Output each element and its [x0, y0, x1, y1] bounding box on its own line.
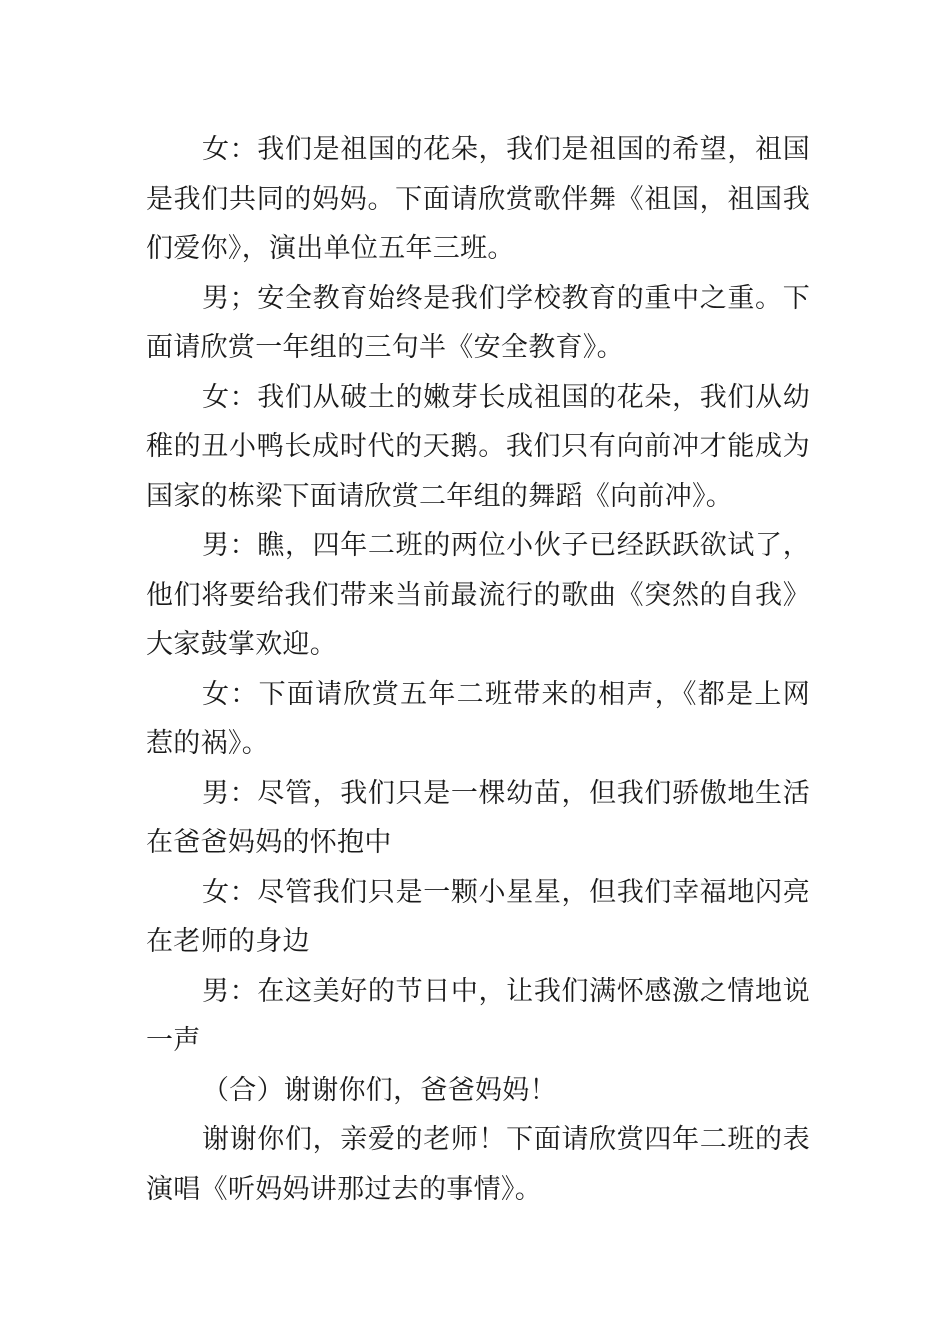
paragraph: 男：尽管，我们只是一棵幼苗，但我们骄傲地生活在爸爸妈妈的怀抱中: [146, 777, 810, 858]
paragraph: （合）谢谢你们，爸爸妈妈！: [202, 1074, 557, 1106]
paragraph: 男：在这美好的节日中，让我们满怀感激之情地说一声: [146, 975, 810, 1056]
paragraph: 谢谢你们，亲爱的老师！下面请欣赏四年二班的表演唱《听妈妈讲那过去的事情》。: [146, 1124, 810, 1205]
paragraph: 女：我们从破土的嫩芽长成祖国的花朵，我们从幼稚的丑小鸭长成时代的天鹅。我们只有向前冲才能成为国家的栋梁下面请欣赏二年组的舞蹈《向前冲》。: [146, 381, 810, 512]
paragraph: 女：我们是祖国的花朵，我们是祖国的希望，祖国是我们共同的妈妈。下面请欣赏歌伴舞《祖国，祖国我们爱你》，演出单位五年三班。: [146, 134, 810, 264]
paragraph: 男；安全教育始终是我们学校教育的重中之重。下面请欣赏一年组的三句半《安全教育》。: [146, 282, 810, 363]
paragraph: 女：下面请欣赏五年二班带来的相声，《都是上网惹的祸》。: [146, 678, 810, 759]
document-body: [146, 125, 810, 1214]
paragraph: 女：尽管我们只是一颗小星星，但我们幸福地闪亮在老师的身边: [146, 876, 810, 957]
paragraph: 男：瞧，四年二班的两位小伙子已经跃跃欲试了，他们将要给我们带来当前最流行的歌曲《突然的自我》大家鼓掌欢迎。: [146, 530, 810, 660]
